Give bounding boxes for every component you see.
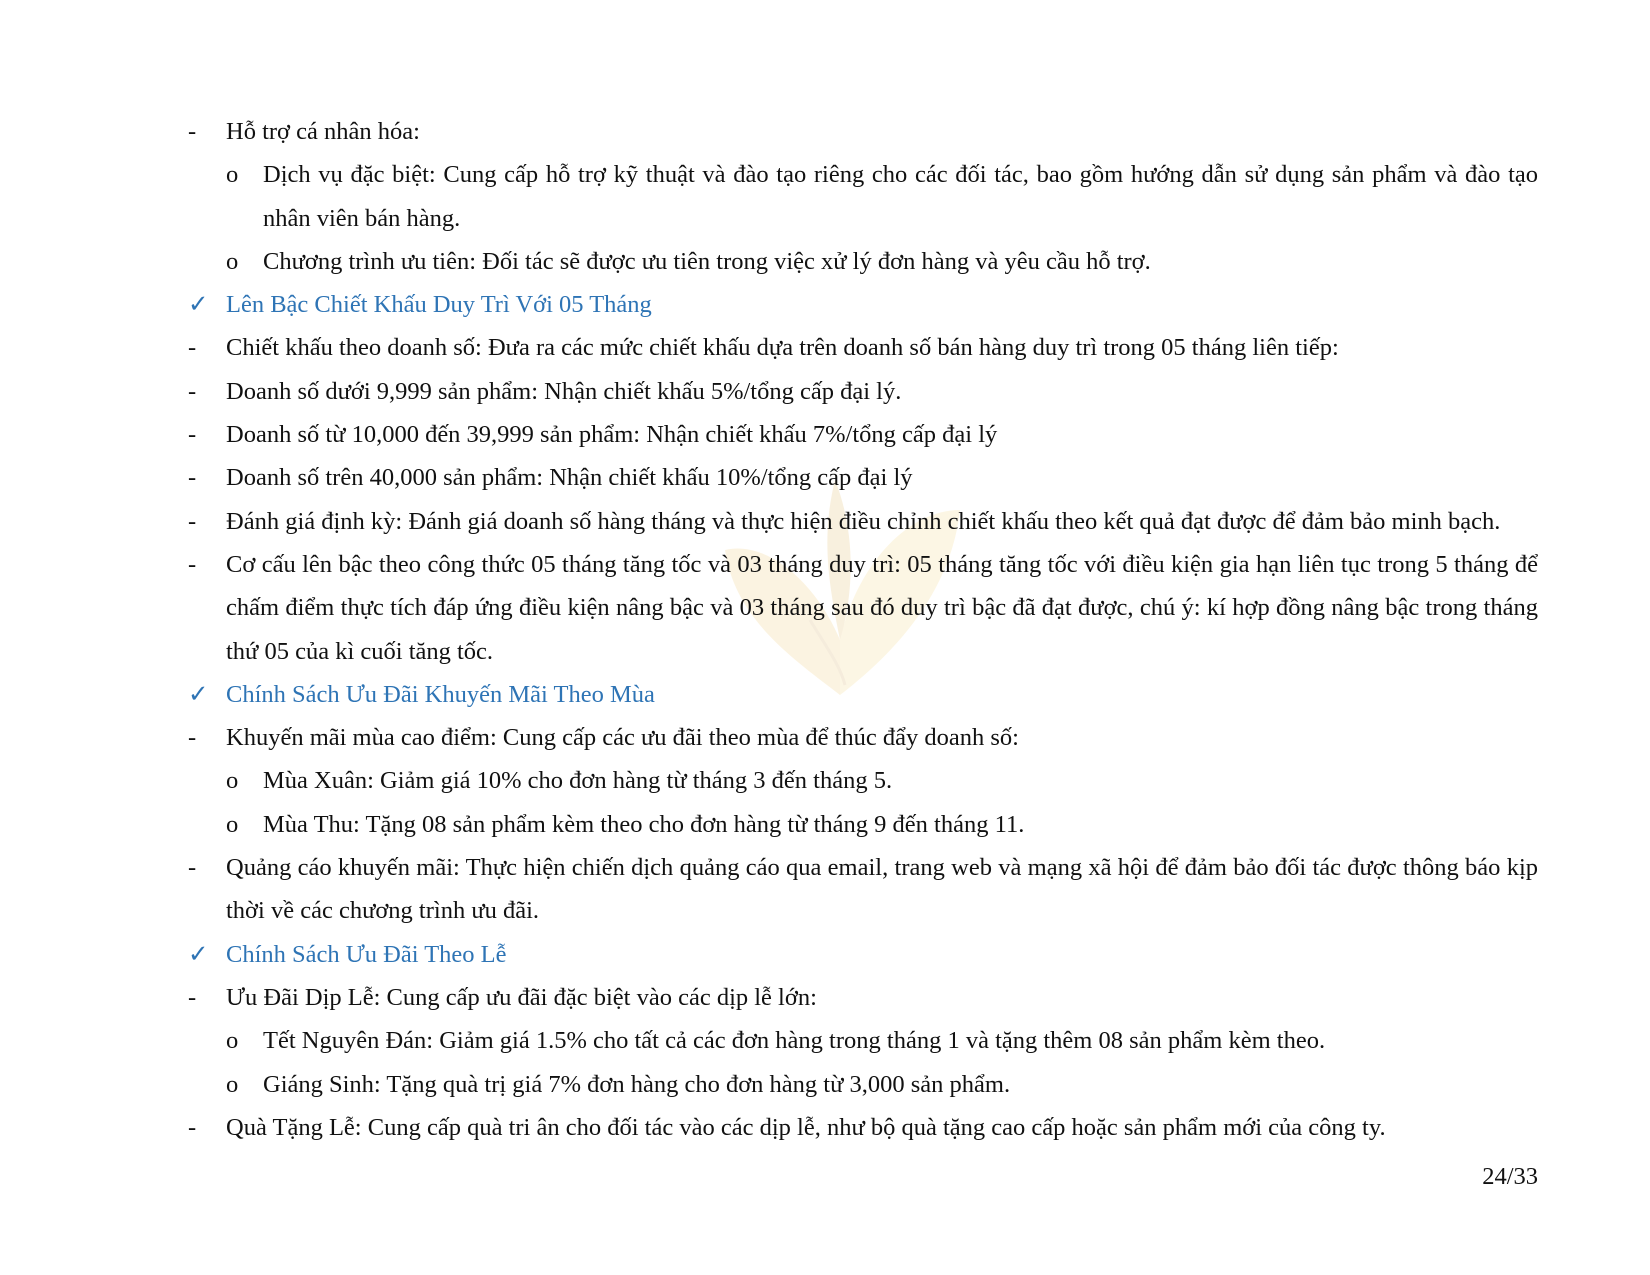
section-heading-text: Chính Sách Ưu Đãi Khuyến Mãi Theo Mùa [226,680,655,708]
list-item-text: Doanh số từ 10,000 đến 39,999 sản phẩm: Nhận chiết khấu 7%/tổng cấp đại lý [226,421,998,449]
check-icon: ✓ [188,940,209,968]
circle-bullet: o [226,767,239,795]
list-item-text: Chiết khấu theo doanh số: Đưa ra các mức chiết khấu dựa trên doanh số bán hàng duy trì trong 05 tháng liên tiếp: [226,334,1339,362]
list-item-text: Chương trình ưu tiên: Đối tác sẽ được ưu tiên trong việc xử lý đơn hàng và yêu cầu hỗ trợ. [263,247,1151,275]
list-item-text: Quà Tặng Lễ: Cung cấp quà tri ân cho đối tác vào các dịp lễ, như bộ quà tặng cao cấp hoặc sản phẩm mới của công ty. [226,1113,1386,1141]
dash-bullet: - [188,377,197,405]
list-item [188,976,1538,1019]
section-heading [188,283,1538,326]
list-item-text: Doanh số trên 40,000 sản phẩm: Nhận chiết khấu 10%/tổng cấp đại lý [226,464,913,492]
list-item [188,456,1538,499]
circle-bullet: o [226,161,239,189]
sub-list-item [188,1063,1538,1106]
page-number: 24/33 [1482,1163,1538,1190]
sub-list-item [188,803,1538,846]
list-item-text: Tết Nguyên Đán: Giảm giá 1.5% cho tất cả các đơn hàng trong tháng 1 và tặng thêm 08 sản phẩm kèm theo. [263,1027,1326,1055]
dash-bullet: - [188,550,197,578]
list-item [188,370,1538,413]
list-item-text: Mùa Thu: Tặng 08 sản phẩm kèm theo cho đơn hàng từ tháng 9 đến tháng 11. [263,810,1025,838]
dash-bullet: - [188,507,197,535]
section-heading [188,933,1538,976]
circle-bullet: o [226,1070,239,1098]
circle-bullet: o [226,1027,239,1055]
section-heading-text: Lên Bậc Chiết Khấu Duy Trì Với 05 Tháng [226,291,652,319]
dash-bullet: - [188,421,197,449]
dash-bullet: - [188,118,197,145]
list-item [188,846,1538,933]
section-heading-text: Chính Sách Ưu Đãi Theo Lễ [226,940,507,968]
check-icon: ✓ [188,291,209,319]
dash-bullet: - [188,854,197,882]
list-item [188,1106,1538,1149]
section-heading [188,673,1538,716]
list-item-text: Khuyến mãi mùa cao điểm: Cung cấp các ưu đãi theo mùa để thúc đẩy doanh số: [226,724,1019,752]
sub-list-item [188,240,1538,283]
list-item [188,500,1538,543]
circle-bullet: o [226,810,239,838]
list-item-text: Đánh giá định kỳ: Đánh giá doanh số hàng tháng và thực hiện điều chỉnh chiết khấu theo kết quả đạt được để đảm bảo minh bạch. [226,507,1501,535]
list-item-text: Doanh số dưới 9,999 sản phẩm: Nhận chiết khấu 5%/tổng cấp đại lý. [226,377,902,405]
list-item [188,716,1538,759]
list-item-text: Hỗ trợ cá nhân hóa: [226,118,420,145]
list-item-text: Cơ cấu lên bậc theo công thức 05 tháng tăng tốc và 03 tháng duy trì: 05 tháng tăng tốc với điều kiện gia hạn liên tục trong 5 tháng để chấm điểm thực tích đáp ứng điều kiện nâng bậc và 03 tháng sau đó duy trì bậc đã đạt được, chú ý: kí hợp đồng nâng bậc trong tháng thứ 05 của kì cuối tăng tốc. [226,550,1538,665]
list-item-text: Ưu Đãi Dịp Lễ: Cung cấp ưu đãi đặc biệt vào các dịp lễ lớn: [226,983,817,1011]
dash-bullet: - [188,724,197,752]
dash-bullet: - [188,983,197,1011]
document-body [188,110,1538,1149]
list-item [188,543,1538,673]
list-item-text: Dịch vụ đặc biệt: Cung cấp hỗ trợ kỹ thuật và đào tạo riêng cho các đối tác, bao gồm hướng dẫn sử dụng sản phẩm và đào tạo nhân viên bán hàng. [263,161,1538,232]
list-item [188,326,1538,369]
list-item-text: Quảng cáo khuyến mãi: Thực hiện chiến dịch quảng cáo qua email, trang web và mạng xã hội để đảm bảo đối tác được thông báo kịp thời về các chương trình ưu đãi. [226,854,1538,925]
sub-list-item [188,1019,1538,1062]
list-item [188,413,1538,456]
list-item-text: Mùa Xuân: Giảm giá 10% cho đơn hàng từ tháng 3 đến tháng 5. [263,767,893,795]
list-item [188,110,1538,153]
list-item-text: Giáng Sinh: Tặng quà trị giá 7% đơn hàng cho đơn hàng từ 3,000 sản phẩm. [263,1070,1011,1098]
dash-bullet: - [188,334,197,362]
sub-list-item [188,153,1538,240]
sub-list-item [188,759,1538,802]
dash-bullet: - [188,1113,197,1141]
check-icon: ✓ [188,680,209,708]
dash-bullet: - [188,464,197,492]
circle-bullet: o [226,247,239,275]
